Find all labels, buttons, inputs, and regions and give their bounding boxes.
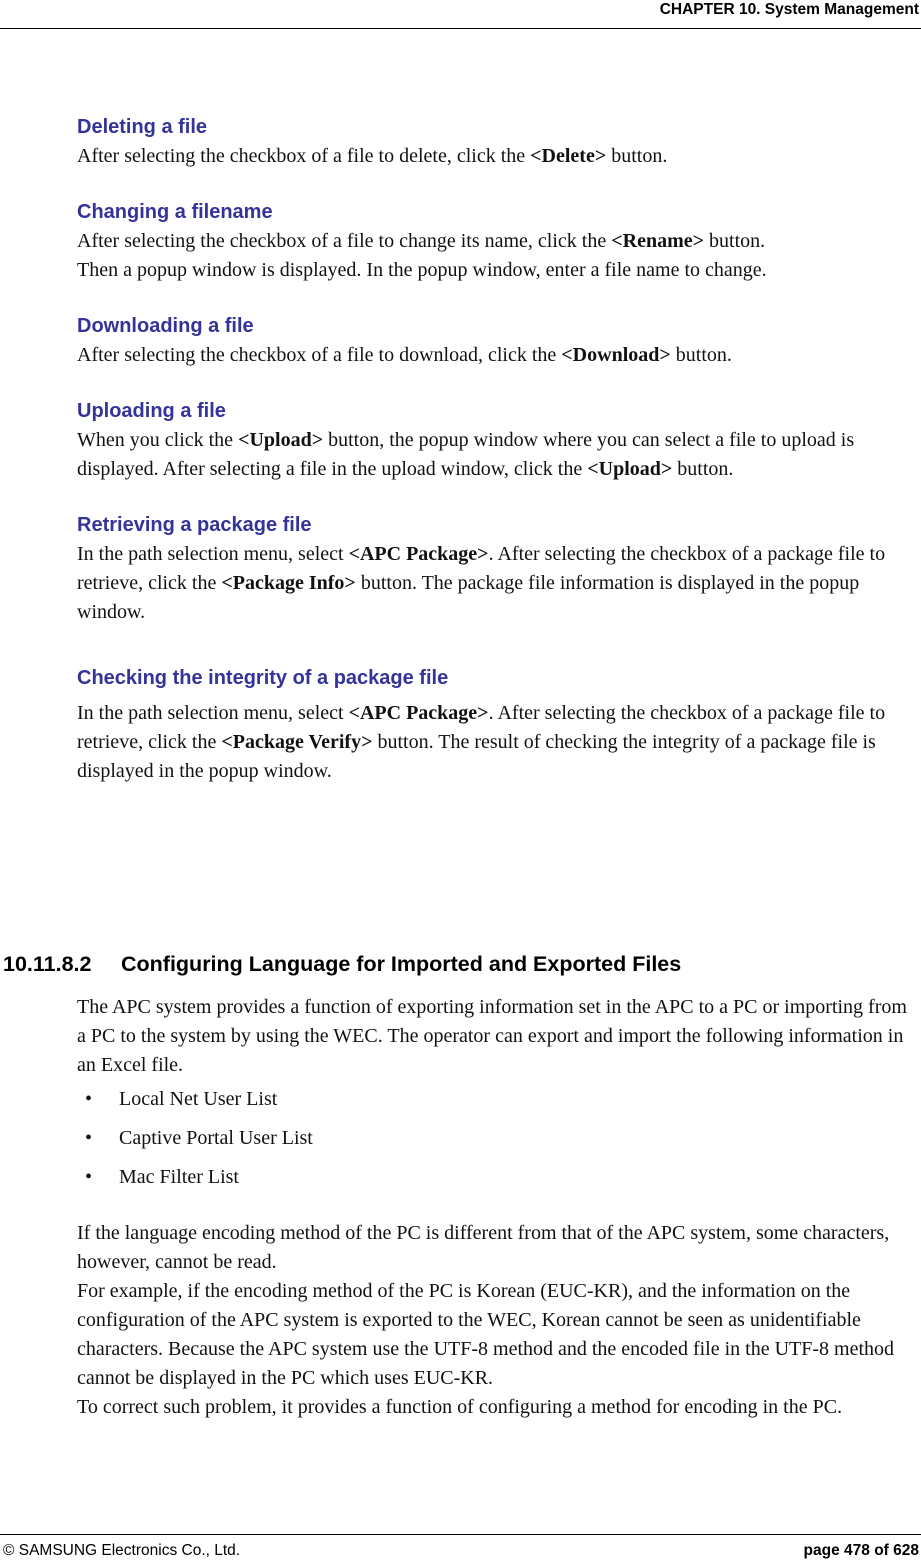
heading-checking-integrity: Checking the integrity of a package file	[77, 667, 449, 689]
page-footer	[0, 1534, 921, 1566]
bullet-icon: •	[85, 1127, 93, 1149]
section-heading-10-11-8-2	[3, 952, 681, 977]
paragraph-encoding-2: For example, if the encoding method of the PC is Korean (EUC-KR), and the information on the configuration of the APC system is exported to the WEC, Korean cannot be seen as unidentifiable characters. Because the APC system use the UTF-8 method and the encoded file in the UTF-8 method cannot be displayed in the PC which uses EUC-KR.	[77, 1280, 895, 1389]
paragraph-intro: The APC system provides a function of exporting information set in the APC to a PC or importing from a PC to the system by using the WEC. The operator can export and import the following information in an Excel file.	[77, 996, 907, 1076]
copyright-text: © SAMSUNG Electronics Co., Ltd.	[3, 1542, 241, 1559]
paragraph-retrieving-package: In the path selection menu, select <APC Package>. After selecting the checkbox of a package file to retrieve, click the <Package Info> button. The package file information is displayed in the popup window.	[77, 543, 886, 623]
bullet-icon: •	[85, 1166, 93, 1188]
list-item: • Local Net User List	[77, 1080, 919, 1119]
page-header	[0, 0, 921, 29]
paragraph-encoding-1: If the language encoding method of the PC is different from that of the APC system, some characters, however, cannot be read.	[77, 1222, 890, 1273]
section-number: 10.11.8.2	[3, 952, 92, 976]
heading-uploading-file: Uploading a file	[77, 400, 226, 422]
heading-changing-filename: Changing a filename	[77, 201, 273, 223]
heading-deleting-file: Deleting a file	[77, 116, 208, 138]
bullet-icon: •	[85, 1088, 93, 1110]
section-title: Configuring Language for Imported and Exported Files	[121, 952, 682, 976]
file-operations-content	[77, 112, 919, 786]
paragraph-deleting-file: After selecting the checkbox of a file to delete, click the <Delete> button.	[77, 145, 668, 167]
language-config-content	[77, 993, 919, 1422]
paragraph-changing-filename-2: Then a popup window is displayed. In the popup window, enter a file name to change.	[77, 259, 767, 281]
paragraph-checking-integrity: In the path selection menu, select <APC Package>. After selecting the checkbox of a package file to retrieve, click the <Package Verify> button. The result of checking the integrity of a package file is displayed in the popup window.	[77, 702, 886, 782]
export-list	[77, 1080, 919, 1197]
paragraph-downloading-file: After selecting the checkbox of a file to download, click the <Download> button.	[77, 344, 732, 366]
heading-downloading-file: Downloading a file	[77, 315, 254, 337]
list-item: • Captive Portal User List	[77, 1119, 919, 1158]
paragraph-changing-filename: After selecting the checkbox of a file to change its name, click the <Rename> button.	[77, 230, 766, 252]
list-item: • Mac Filter List	[77, 1158, 919, 1197]
heading-retrieving-package: Retrieving a package file	[77, 514, 312, 536]
page-number: page 478 of 628	[803, 1542, 919, 1559]
paragraph-uploading-file: When you click the <Upload> button, the popup window where you can select a file to upload is displayed. After selecting a file in the upload window, click the <Upload> button.	[77, 429, 855, 480]
chapter-title: CHAPTER 10. System Management	[659, 1, 919, 18]
paragraph-encoding-3: To correct such problem, it provides a function of configuring a method for encoding in the PC.	[77, 1396, 843, 1418]
